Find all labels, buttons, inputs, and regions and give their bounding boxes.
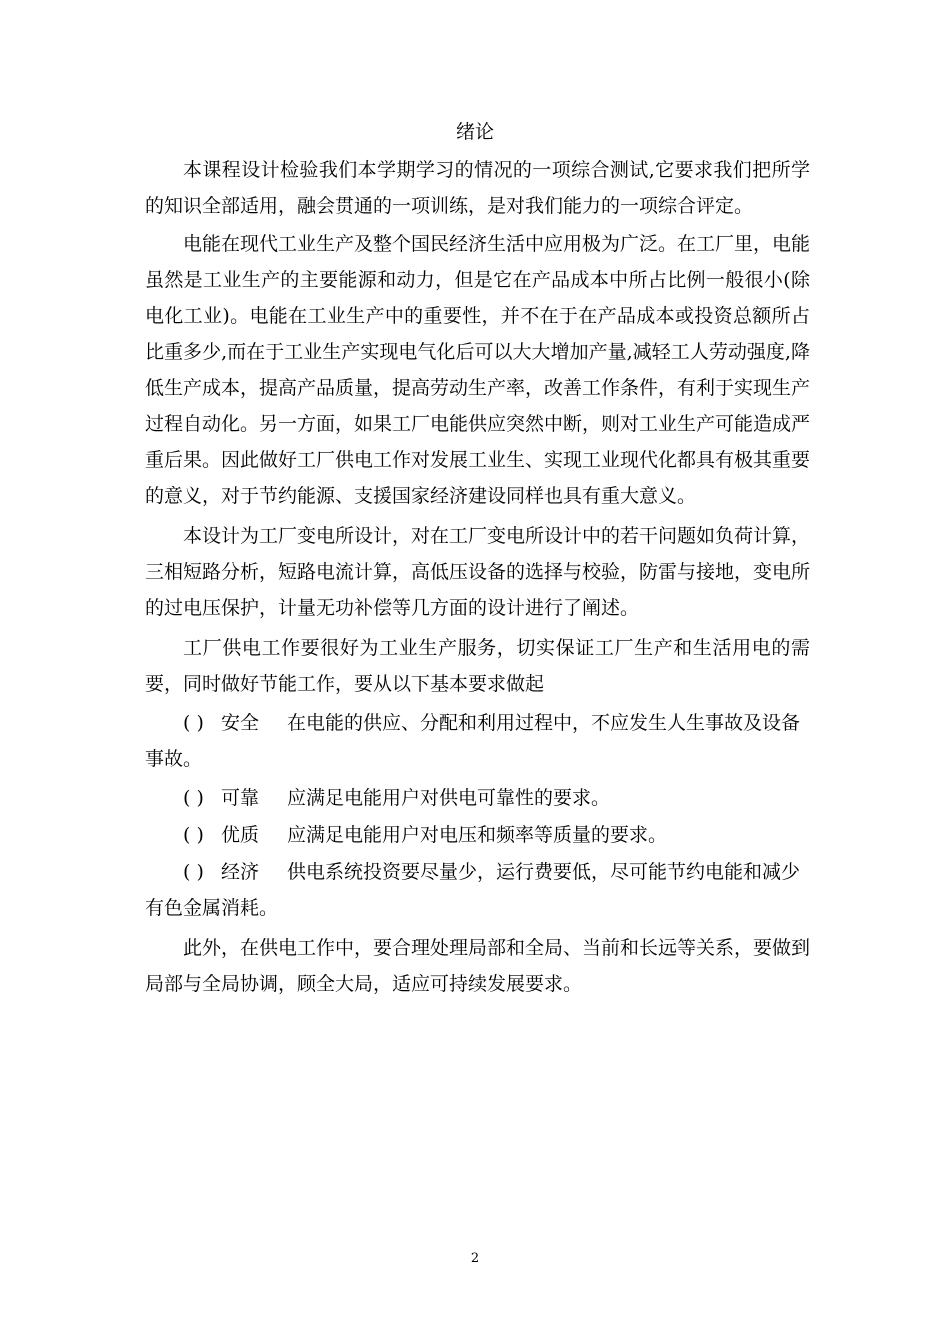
paragraph-design-scope: 本设计为工厂变电所设计，对在工厂变电所设计中的若干问题如负荷计算，三相短路分析，短路电流计算，高低压设备的选择与校验，防雷与接地，变电所的过电压保护，计量无功补偿等几方面的设计进行了阐述。 (145, 525, 811, 619)
paragraph-basic-requirements: 工厂供电工作要很好为工业生产服务，切实保证工厂生产和生活用电的需要，同时做好节能工作，要从以下基本要求做起 (145, 637, 810, 695)
requirement-number: ( ) (183, 787, 204, 809)
requirement-number: ( ) (183, 712, 204, 734)
requirement-continuation: 事故。 (145, 748, 203, 770)
requirement-continuation: 有色金属消耗。 (145, 897, 279, 919)
requirement-term: 经济 (221, 861, 260, 883)
requirement-description: 应满足电能用户对供电可靠性的要求。 (287, 787, 611, 809)
requirement-item-quality (183, 817, 667, 853)
paragraph-intro: 本课程设计检验我们本学期学习的情况的一项综合测试,它要求我们把所学的知识全部适用，融会贯通的一项训练，是对我们能力的一项综合评定。 (145, 159, 810, 217)
requirement-term: 优质 (221, 824, 260, 846)
page-number: 2 (470, 1251, 480, 1266)
requirement-description: 在电能的供应、分配和利用过程中，不应发生人生事故及设备 (287, 712, 801, 734)
paragraph-electricity-importance: 电能在现代工业生产及整个国民经济生活中应用极为广泛。在工厂里，电能虽然是工业生产的主要能源和动力，但是它在产品成本中所占比例一般很小(除电化工业)。电能在工业生产中的重要性，并不在于在产品成本或投资总额所占比重多少,而在于工业生产实现电气化后可以大大增加产量,减轻工人劳动强度,降低生产成本，提高产品质量，提高劳动生产率，改善工作条件，有利于实现生产过程自动化。另一方面，如果工厂电能供应突然中断，则对工业生产可能造成严重后果。因此做好工厂供电工作对发展工业生、实现工业现代化都具有极其重要的意义，对于节约能源、支援国家经济建设同样也具有重大意义。 (145, 233, 811, 507)
requirement-number: ( ) (183, 861, 204, 883)
page-title: 绪论 (455, 121, 494, 143)
requirement-item-safety (183, 705, 800, 741)
requirement-term: 安全 (221, 712, 260, 734)
requirement-term: 可靠 (221, 787, 260, 809)
paragraph-conclusion: 此外，在供电工作中，要合理处理局部和全局、当前和长远等关系，要做到局部与全局协调，顾全大局，适应可持续发展要求。 (145, 937, 811, 995)
requirement-description: 应满足电能用户对电压和频率等质量的要求。 (287, 824, 668, 846)
requirement-item-economy (183, 854, 800, 890)
requirement-description: 供电系统投资要尽量少，运行费要低，尽可能节约电能和减少 (287, 861, 801, 883)
requirement-number: ( ) (183, 824, 204, 846)
requirement-item-reliability (183, 780, 610, 816)
